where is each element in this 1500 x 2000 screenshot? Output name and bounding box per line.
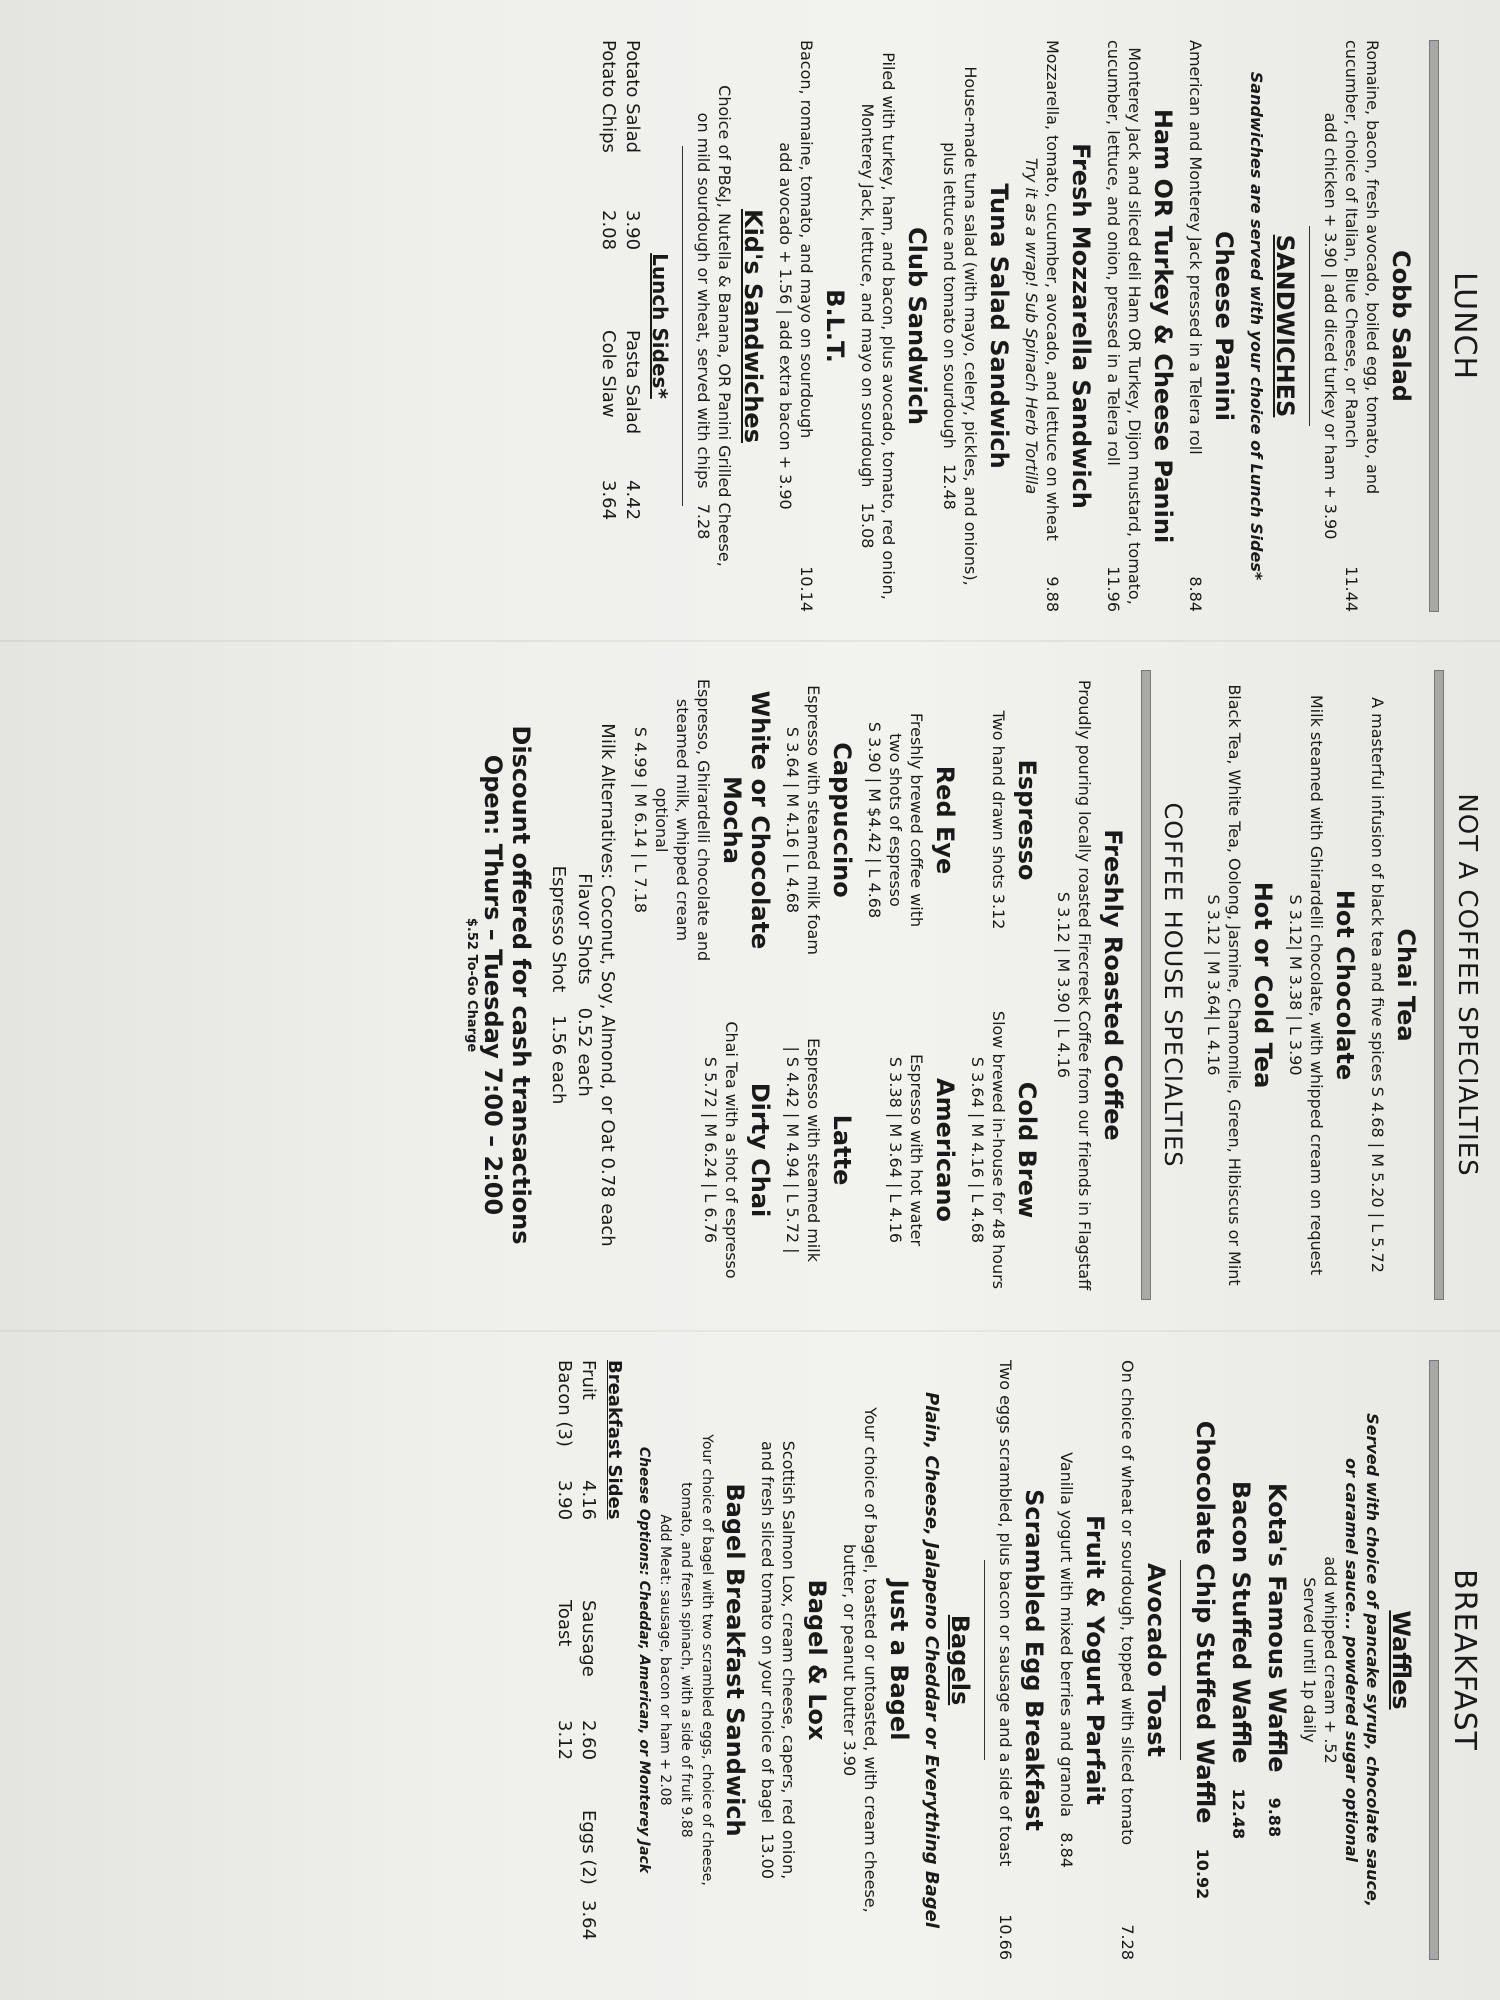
club-desc2: Monterey Jack, lettuce, and mayo on sourdough — [858, 103, 877, 488]
section-bar — [1429, 40, 1439, 612]
ham-desc2: cucumber, lettuce, and onion, pressed in a Telera roll — [1104, 40, 1123, 466]
red-eye-price: S 3.90 | M $4.42 | L 4.68 — [865, 721, 884, 919]
side-price: 3.90 — [554, 1480, 575, 1521]
lox-price: 13.00 — [758, 1833, 777, 1880]
blt-add: add avocado + 1.56 | add extra bacon + 3.90 — [776, 142, 795, 510]
bagels-sub: Plain, Cheese, Jalapeno Cheddar or Everything Bagel — [921, 1391, 942, 1929]
bagel-sandwich-desc: Add Meat: sausage, bacon or ham + 2.08 — [657, 1514, 673, 1806]
scrambled-title: Scrambled Egg Breakfast — [1020, 1489, 1048, 1831]
mocha-desc: Espresso, Ghirardelli chocolate and — [694, 678, 713, 962]
mozz-desc: Mozzarella, tomato, cucumber, avocado, and lettuce on wheat — [1043, 40, 1062, 541]
avocado-title: Avocado Toast — [1142, 1563, 1170, 1757]
cobb-desc-line: Romaine, bacon, fresh avocado, boiled egg, tomato, and — [1363, 40, 1382, 495]
side-name: Eggs (2) — [578, 1810, 599, 1885]
lox-desc: and fresh sliced tomato on your choice of bagel — [758, 1440, 777, 1824]
red-eye-desc: Freshly brewed coffee with — [907, 712, 926, 928]
espresso-desc: Two hand drawn shots 3.12 — [989, 710, 1008, 930]
red-eye-desc: two shots of espresso — [886, 733, 905, 907]
cobb-desc — [1320, 40, 1383, 612]
chai-desc: A masterful infusion of black tea and five spices S 4.68 | M 5.20 | L 5.72 — [1368, 697, 1387, 1273]
cappuccino-price: S 3.64 | M 4.16 | L 4.68 — [783, 726, 802, 914]
side-price: 2.08 — [598, 210, 619, 251]
hours: Open: Thurs – Tuesday 7:00 – 2:00 — [479, 754, 507, 1216]
scrambled-desc: Two eggs scrambled, plus bacon or sausage and a side of toast — [996, 1360, 1015, 1867]
latte-desc: Espresso with steamed milk — [804, 1038, 823, 1262]
blt-desc: Bacon, romaine, tomato, and mayo on sourdough — [797, 40, 816, 439]
americano-title: Americano — [931, 1078, 959, 1222]
panini-desc: American and Monterey Jack pressed in a Telera roll — [1186, 40, 1205, 455]
bagel-sandwich-desc: Your choice of bagel with two scrambled eggs, choice of cheese, — [699, 1434, 715, 1886]
side-name: Sausage — [578, 1600, 599, 1677]
scrambled-price: 10.66 — [996, 1914, 1015, 1960]
sandwiches-note: Sandwiches are served with your choice of Lunch Sides* — [1247, 71, 1266, 581]
shot-price: 1.56 each — [548, 1015, 569, 1105]
club-title: Club Sandwich — [903, 227, 931, 425]
parfait-price: 8.84 — [1057, 1832, 1076, 1868]
dirty-chai-desc: Chai Tea with a shot of espresso — [722, 1021, 741, 1279]
side-price: 4.42 — [622, 480, 643, 521]
milk-alternatives: Milk Alternatives: Coconut, Soy, Almond, or Oat 0.78 each — [597, 723, 618, 1247]
parfait-desc: Vanilla yogurt with mixed berries and granola — [1057, 1452, 1076, 1818]
section-bar — [1141, 670, 1151, 1300]
cobb-price: 11.44 — [1342, 566, 1361, 612]
tea-title: Hot or Cold Tea — [1249, 881, 1277, 1089]
waffles-note: Served with choice of pancake syrup, chocolate sauce, — [1363, 1413, 1382, 1907]
bagel-sandwich-desc: Cheese Options: Cheddar, American, or Monterey Jack — [636, 1446, 652, 1874]
panini-price: 8.84 — [1186, 576, 1205, 612]
chai-title: Chai Tea — [1392, 928, 1420, 1042]
mozz-title: Fresh Mozzarella Sandwich — [1067, 143, 1095, 509]
shot-name: Espresso Shot — [548, 865, 569, 993]
cobb-title: Cobb Salad — [1387, 250, 1415, 402]
mocha-title: White or Chocolate Mocha — [718, 690, 774, 950]
side-price: 3.12 — [554, 1720, 575, 1761]
flavor-price: 0.52 each — [574, 1007, 595, 1097]
mozz-price: 9.88 — [1043, 576, 1062, 612]
blt-title: B.L.T. — [821, 289, 849, 363]
bagel-sandwich-title: Bagel Breakfast Sandwich — [721, 1483, 749, 1837]
kids-price: 7.28 — [694, 503, 713, 540]
lunch-panel — [0, 0, 1500, 640]
waffle-item: Bacon Stuffed Waffle — [1227, 1480, 1255, 1764]
coffee-grid — [630, 670, 1049, 1300]
americano-price: S 3.38 | M 3.64 | L 4.16 — [886, 1056, 905, 1244]
waffle-price: 10.92 — [1193, 1848, 1212, 1900]
bagel-sandwich-desc: tomato, and fresh spinach, with a side of fruit 9.88 — [678, 1482, 694, 1838]
latte-price: | S 4.42 | M 4.94 | L 5.72 | — [783, 1046, 802, 1254]
parfait-title: Fruit & Yogurt Parfait — [1081, 1514, 1109, 1806]
tuna-title: Tuna Salad Sandwich — [985, 183, 1013, 469]
tuna-price: 12.48 — [940, 464, 959, 510]
side-name: Toast — [554, 1600, 575, 1647]
kids-desc2: on mild sourdough or wheat, served with chips — [694, 112, 713, 489]
bagels-title: Bagels — [946, 1614, 974, 1706]
avocado-desc: On choice of wheat or sourdough, topped with sliced tomato — [1118, 1360, 1137, 1846]
tea-desc: Black Tea, White Tea, Oolong, Jasmine, Chamomile, Green, Hibiscus or Mint — [1225, 684, 1244, 1286]
waffles-note: or caramel sauce... powdered sugar optional — [1342, 1457, 1361, 1862]
breakfast-sides — [552, 1360, 600, 1960]
lunch-header: LUNCH — [1447, 271, 1482, 381]
club-price: 15.08 — [858, 502, 877, 549]
waffle-price: 12.48 — [1229, 1788, 1248, 1840]
divider — [682, 146, 683, 506]
cold-brew-desc: Slow brewed in-house for 48 hours — [989, 1010, 1008, 1290]
mocha-price: S 4.99 | M 6.14 | L 7.18 — [631, 726, 650, 914]
panini-title: Cheese Panini — [1210, 231, 1238, 421]
lox-desc: Scottish Salmon Lox, cream cheese, capers, red onion, — [779, 1440, 798, 1880]
waffles-note: add whipped cream + .52 — [1321, 1556, 1340, 1764]
cappuccino-title: Cappuccino — [828, 742, 856, 898]
kids-desc1: Choice of PB&J, Nutella & Banana, OR Panini Grilled Cheese, — [715, 85, 734, 567]
red-eye-title: Red Eye — [931, 765, 959, 875]
divider — [984, 1560, 985, 1760]
waffles-note: Served until 1p daily — [1300, 1577, 1319, 1743]
hot-choc-title: Hot Chocolate — [1331, 889, 1359, 1081]
lunch-sides — [596, 40, 644, 612]
mocha-desc: steamed milk, whipped cream optional — [652, 698, 692, 942]
ham-desc1: Monterey Jack and sliced deli Ham OR Turkey, Dijon mustard, tomato, — [1125, 47, 1144, 605]
americano-desc: Espresso with hot water — [907, 1053, 926, 1247]
waffles-title: Waffles — [1387, 1610, 1415, 1710]
mozz-wrap: Try it as a wrap! Sub Spinach Herb Tortilla — [1022, 157, 1041, 495]
side-name: Cole Slaw — [598, 330, 619, 418]
just-bagel-title: Just a Bagel — [885, 1579, 913, 1741]
roasted-price: S 3.12 | M 3.90 | L 4.16 — [1054, 891, 1073, 1079]
side-name: Potato Salad — [622, 40, 643, 154]
tuna-desc1: House-made tuna salad (with mayo, celery, pickles, and onions), — [961, 66, 980, 586]
breakfast-sides-title: Breakfast Sides — [604, 1360, 625, 1520]
cobb-desc-line: cucumber, choice of Italian, Blue Cheese, or Ranch — [1342, 40, 1361, 449]
ham-price: 11.96 — [1104, 566, 1123, 612]
blt-price: 10.14 — [797, 566, 816, 612]
espresso-title: Espresso — [1013, 759, 1041, 881]
side-price: 3.90 — [622, 210, 643, 251]
cold-brew-price: S 3.64 | M 4.16 | L 4.68 — [968, 1056, 987, 1244]
tea-price: S 3.12 | M 3.64| L 4.16 — [1204, 894, 1223, 1076]
cold-brew-title: Cold Brew — [1013, 1081, 1041, 1219]
section-bar — [1429, 1360, 1439, 1960]
just-bagel-desc: butter, or peanut butter 3.90 — [840, 1543, 859, 1777]
breakfast-header: BREAKFAST — [1447, 1569, 1482, 1751]
dirty-chai-title: Dirty Chai — [746, 1082, 774, 1218]
latte-title: Latte — [828, 1114, 856, 1186]
side-price: 3.64 — [578, 1900, 599, 1941]
just-bagel-desc: Your choice of bagel, toasted or untoasted, with cream cheese, — [861, 1407, 880, 1913]
waffle-item: Chocolate Chip Stuffed Waffle — [1191, 1420, 1219, 1824]
flavor-name: Flavor Shots — [574, 873, 595, 985]
sandwiches-title: SANDWICHES — [1271, 234, 1299, 418]
roasted-title: Freshly Roasted Coffee — [1099, 829, 1127, 1141]
dirty-chai-price: S 5.72 | M 6.24 | L 6.76 — [701, 1056, 720, 1244]
roasted-desc: Proudly pouring locally roasted Firecreek Coffee from our friends in Flagstaff — [1075, 679, 1094, 1291]
side-price: 4.16 — [578, 1480, 599, 1521]
togo-charge: $.52 To-Go Charge — [464, 917, 479, 1053]
cappuccino-desc: Espresso with steamed milk foam — [804, 685, 823, 955]
cobb-add: add chicken + 3.90 | add diced turkey or ham + 3.90 — [1321, 112, 1340, 540]
not-coffee-header: NOT A COFFEE SPECIALTIES — [1452, 793, 1482, 1177]
kids-title: Kid's Sandwiches — [739, 208, 767, 443]
hot-choc-price: S 3.12| M 3.38 | L 3.90 — [1286, 894, 1305, 1076]
lox-title: Bagel & Lox — [803, 1579, 831, 1741]
club-desc1: Piled with turkey, ham, and bacon, plus avocado, tomato, red onion, — [879, 52, 898, 600]
side-name: Fruit — [578, 1360, 599, 1400]
discount-note: Discount offered for cash transactions — [507, 725, 535, 1245]
side-price: 3.64 — [598, 480, 619, 521]
section-bar — [1434, 670, 1444, 1300]
side-name: Potato Chips — [598, 40, 619, 153]
lunch-sides-title: Lunch Sides* — [648, 253, 672, 399]
divider — [1309, 226, 1310, 426]
side-price: 2.60 — [578, 1720, 599, 1761]
coffee-panel — [0, 640, 1500, 1330]
side-name: Pasta Salad — [622, 330, 643, 435]
avocado-price: 7.28 — [1118, 1924, 1137, 1960]
ham-title: Ham OR Turkey & Cheese Panini — [1149, 108, 1177, 544]
hot-choc-desc: Milk steamed with Ghirardelli chocolate, with whipped cream on request — [1307, 694, 1326, 1276]
divider — [1180, 1560, 1181, 1760]
waffle-item: Kota's Famous Waffle — [1263, 1482, 1291, 1773]
tuna-desc2: plus lettuce and tomato on sourdough — [940, 142, 959, 449]
side-name: Bacon (3) — [554, 1360, 575, 1447]
coffee-house-header: COFFEE HOUSE SPECIALTIES — [1159, 802, 1187, 1168]
breakfast-panel — [0, 1330, 1500, 2000]
waffle-price: 9.88 — [1265, 1797, 1284, 1838]
